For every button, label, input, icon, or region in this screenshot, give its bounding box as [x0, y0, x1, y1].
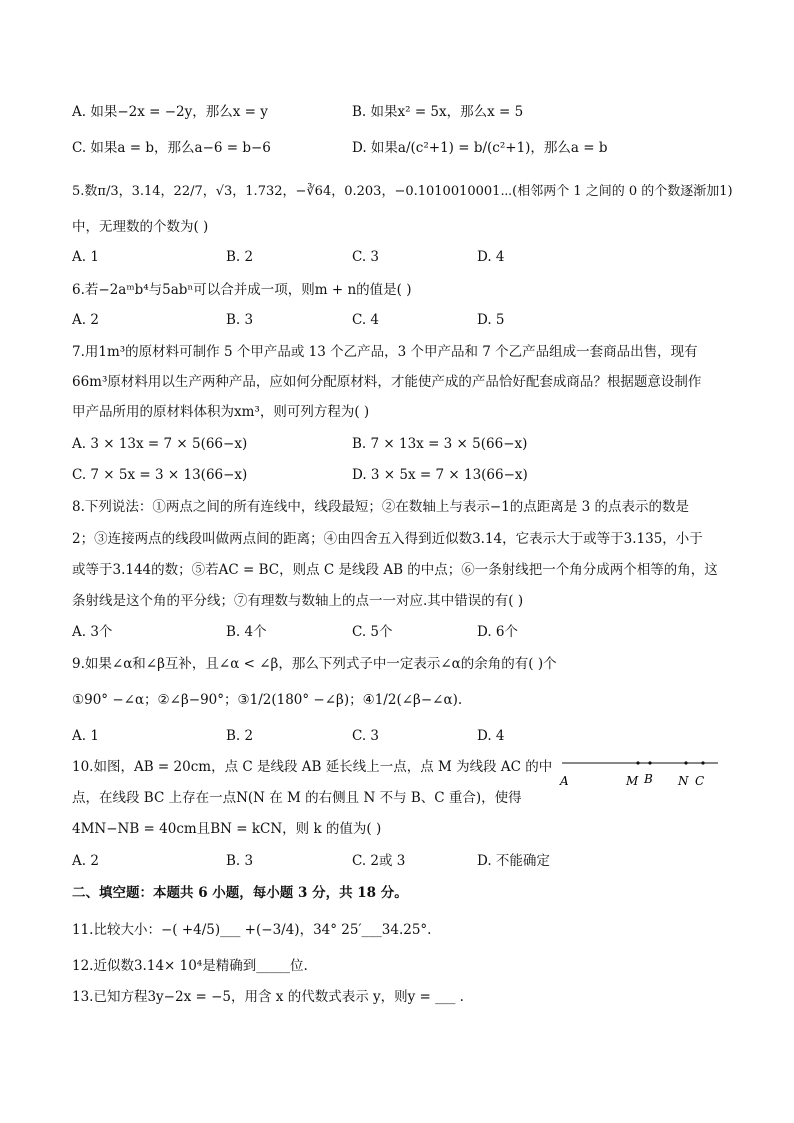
q5-stem-line1: 5.数π/3，3.14，22/7，√3，1.732，−∛64，0.203，−0.1010010001⋯(相邻两个 1 之间的 0 的个数逐渐加1) — [72, 184, 733, 199]
q9-option-b: B. 2 — [226, 728, 254, 744]
q7-line1: 7.用1m³的原材料可制作 5 个甲产品或 13 个乙产品，3 个甲产品和 7 个乙产品组成一套商品出售，现有 — [72, 344, 698, 360]
q8-option-b: B. 4个 — [226, 624, 267, 640]
q4-option-a: A. 如果−2x = −2y，那么x = y — [72, 104, 268, 120]
q10-option-c: C. 2或 3 — [352, 853, 406, 869]
q8-option-c: C. 5个 — [352, 624, 393, 640]
label-m: M — [626, 774, 639, 788]
q7-option-a: A. 3 × 13x = 7 × 5(66−x) — [72, 436, 248, 452]
q9-option-d: D. 4 — [477, 728, 505, 744]
q5-option-c: C. 3 — [352, 249, 380, 265]
q4-option-c: C. 如果a = b，那么a−6 = b−6 — [72, 140, 271, 156]
q6-option-d: D. 5 — [477, 312, 505, 328]
q10-line2: 点，在线段 BC 上存在一点N(N 在 M 的右侧且 N 不与 B、C 重合)，使得 — [72, 790, 522, 806]
q6-option-c: C. 4 — [352, 312, 380, 328]
q10-option-d: D. 不能确定 — [477, 853, 550, 869]
q10-line1: 10.如图，AB = 20cm，点 C 是线段 AB 延长线上一点，点 M 为线段 AC 的中 — [72, 759, 553, 775]
q7-option-c: C. 7 × 5x = 3 × 13(66−x) — [72, 467, 248, 483]
q8-option-a: A. 3个 — [72, 624, 113, 640]
q10-option-a: A. 2 — [72, 853, 99, 869]
label-a: A — [560, 774, 569, 788]
q9-option-c: C. 3 — [352, 728, 380, 744]
q13: 13.已知方程3y−2x = −5，用含 x 的代数式表示 y，则y = ___ . — [72, 989, 464, 1005]
q5-stem-line2: 中，无理数的个数为( ) — [72, 219, 209, 235]
q7-line3: 甲产品所用的原材料体积为xm³，则可列方程为( ) — [72, 404, 370, 420]
q12: 12.近似数3.14× 10⁴是精确到_____位. — [72, 958, 308, 974]
q6-option-a: A. 2 — [72, 312, 99, 328]
q8-line4: 条射线是这个角的平分线；⑦有理数与数轴上的点一一对应.其中错误的有( ) — [72, 593, 524, 609]
section2-heading: 二、填空题：本题共 6 小题，每小题 3 分，共 18 分。 — [72, 885, 408, 901]
q4-option-d: D. 如果a/(c²+1) = b/(c²+1)，那么a = b — [352, 140, 608, 156]
point-c-dot — [701, 761, 704, 764]
q10-line3: 4MN−NB = 40cm且BN = kCN，则 k 的值为( ) — [72, 821, 382, 837]
q5-option-a: A. 1 — [72, 249, 99, 265]
q9-items: ①90° −∠α；②∠β−90°；③1/2(180° −∠β)；④1/2(∠β−∠α). — [72, 692, 463, 708]
q7-option-d: D. 3 × 5x = 7 × 13(66−x) — [352, 467, 528, 483]
q10-option-b: B. 3 — [226, 853, 254, 869]
q5-option-b: B. 2 — [226, 249, 254, 265]
q7-option-b: B. 7 × 13x = 3 × 5(66−x) — [352, 436, 528, 452]
q5-option-d: D. 4 — [477, 249, 505, 265]
q6-stem: 6.若−2aᵐb⁴与5abⁿ可以合并成一项，则m + n的值是( ) — [72, 282, 412, 298]
q8-option-d: D. 6个 — [477, 624, 519, 640]
q10-segment-figure — [556, 752, 722, 792]
q7-line2: 66m³原材料用以生产两种产品，应如何分配原材料，才能使产成的产品恰好配套成商品？根据题意设制作 — [72, 374, 702, 390]
label-b: B — [644, 772, 653, 786]
label-c: C — [695, 774, 705, 788]
point-b-dot — [648, 761, 651, 764]
q6-option-b: B. 3 — [226, 312, 254, 328]
q4-option-b: B. 如果x² = 5x，那么x = 5 — [352, 104, 524, 120]
point-n-dot — [684, 761, 687, 764]
q9-option-a: A. 1 — [72, 728, 99, 744]
q11: 11.比较大小：−( +4/5)___ +(−3/4)，34° 25′___34.25°. — [72, 922, 432, 938]
q9-stem: 9.如果∠α和∠β互补，且∠α < ∠β，那么下列式子中一定表示∠α的余角的有( )个 — [72, 656, 557, 672]
label-n: N — [678, 774, 689, 788]
q8-line2: 2；③连接两点的线段叫做两点间的距离；④由四舍五入得到近似数3.14，它表示大于或等于3.135，小于 — [72, 531, 703, 547]
q8-line1: 8.下列说法：①两点之间的所有连线中，线段最短；②在数轴上与表示−1的点距离是 3 的点表示的数是 — [72, 499, 689, 515]
point-m-dot — [636, 761, 639, 764]
q8-line3: 或等于3.144的数；⑤若AC = BC，则点 C 是线段 AB 的中点；⑥一条射线把一个角分成两个相等的角，这 — [72, 562, 718, 578]
